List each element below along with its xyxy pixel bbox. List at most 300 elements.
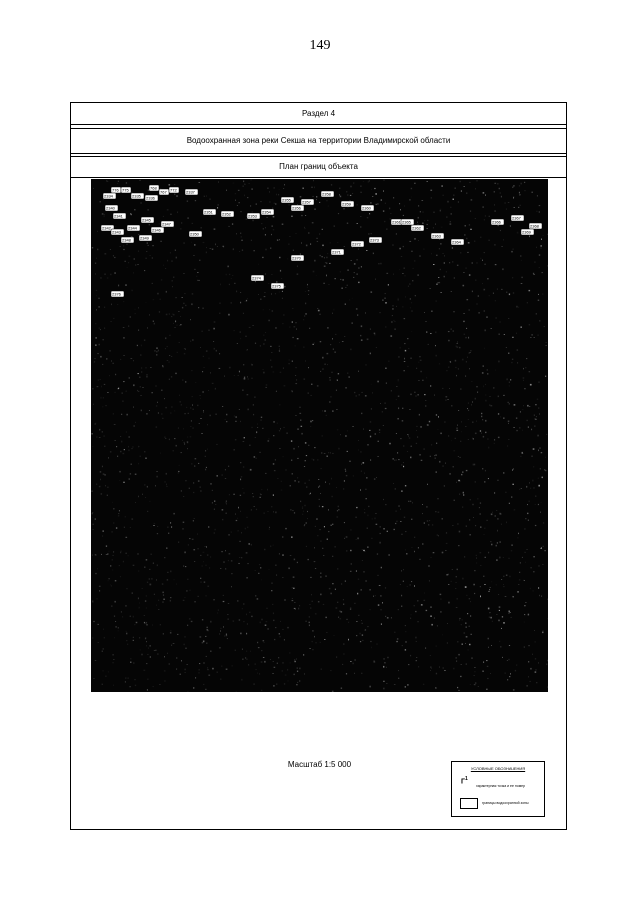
terrain-speck [231,573,232,574]
terrain-speck [167,579,168,580]
terrain-speck [329,483,330,485]
terrain-speck [176,195,178,196]
terrain-speck [200,636,202,638]
point-label [203,209,216,215]
terrain-speck [214,509,215,510]
terrain-speck [542,272,543,273]
terrain-speck [405,531,406,532]
terrain-speck [456,607,458,608]
terrain-speck [163,592,164,594]
terrain-speck [491,544,492,546]
terrain-speck [455,188,456,189]
terrain-speck [485,395,486,396]
terrain-speck [200,490,202,491]
map-background [91,179,548,692]
terrain-speck [438,277,439,278]
terrain-speck [458,410,459,411]
terrain-speck [163,595,164,596]
terrain-speck [395,488,396,489]
terrain-speck [253,325,254,326]
terrain-speck [415,261,416,262]
terrain-speck [149,315,150,316]
terrain-speck [97,569,98,570]
terrain-speck [481,433,482,434]
terrain-speck [261,494,262,495]
terrain-speck [524,191,525,192]
terrain-speck [156,426,158,427]
terrain-speck [325,481,326,483]
terrain-speck [494,492,495,494]
terrain-speck [335,334,337,335]
terrain-speck [385,403,386,404]
point-label-text: 2346 [152,227,161,233]
terrain-speck [91,490,93,492]
terrain-speck [238,530,239,531]
terrain-speck [500,230,501,231]
terrain-speck [536,419,537,420]
terrain-speck [460,253,461,254]
terrain-speck [409,241,411,242]
terrain-speck [314,187,315,189]
terrain-speck [475,280,476,281]
terrain-speck [242,488,244,489]
terrain-speck [192,539,194,540]
terrain-speck [124,527,125,528]
terrain-speck [131,518,133,520]
point-label [351,241,364,247]
terrain-speck [239,251,240,252]
terrain-speck [119,565,120,566]
terrain-speck [97,386,99,387]
terrain-speck [95,337,97,339]
terrain-speck [275,565,276,566]
terrain-speck [327,327,328,329]
terrain-speck [406,641,407,643]
terrain-speck [282,224,284,225]
terrain-speck [475,188,476,189]
terrain-speck [154,594,155,595]
terrain-speck [263,369,264,370]
terrain-speck [210,621,212,623]
terrain-speck [182,307,183,309]
terrain-speck [500,321,501,323]
terrain-speck [513,196,514,197]
terrain-speck [93,188,94,189]
terrain-speck [405,631,406,632]
terrain-speck [205,546,206,547]
terrain-speck [436,255,437,256]
terrain-speck [480,513,481,514]
point-label [529,223,542,229]
terrain-speck [456,482,457,483]
point-label-text: 2356 [292,205,301,211]
point-label [331,249,344,255]
terrain-speck [175,373,176,374]
point-label-text: 2373 [370,237,379,243]
terrain-speck [473,517,474,518]
terrain-speck [118,285,119,287]
terrain-speck [514,207,516,208]
terrain-speck [449,388,450,389]
terrain-speck [447,370,448,371]
terrain-speck [402,273,403,274]
terrain-speck [284,184,285,185]
terrain-speck [393,197,394,199]
terrain-speck [110,350,111,351]
terrain-speck [516,664,517,665]
terrain-speck [457,641,458,642]
terrain-speck [382,300,383,301]
terrain-speck [544,469,545,470]
terrain-speck [202,371,203,372]
terrain-speck [359,633,361,635]
terrain-speck [294,602,296,603]
terrain-speck [363,640,364,641]
legend-title: УСЛОВНЫЕ ОБОЗНАЧЕНИЯ [470,766,526,771]
terrain-speck [102,364,103,365]
terrain-speck [473,438,474,440]
terrain-speck [260,420,262,421]
terrain-speck [458,456,459,457]
terrain-speck [456,661,457,662]
terrain-speck [508,402,509,403]
terrain-speck [306,245,308,247]
terrain-speck [302,506,303,508]
terrain-speck [114,424,116,425]
terrain-speck [325,576,327,577]
terrain-speck [336,390,337,391]
terrain-speck [291,440,292,442]
terrain-speck [295,608,296,610]
terrain-speck [214,228,216,230]
terrain-speck [285,469,286,470]
terrain-speck [263,372,264,374]
terrain-speck [123,246,124,247]
terrain-speck [292,308,293,309]
terrain-speck [451,440,452,441]
terrain-speck [200,487,201,488]
terrain-speck [326,632,327,633]
terrain-speck [240,302,241,304]
terrain-speck [130,473,131,475]
satellite-map [91,179,548,692]
terrain-speck [495,515,496,517]
terrain-speck [105,406,107,407]
terrain-speck [436,471,437,472]
terrain-speck [414,551,415,552]
terrain-speck [366,250,368,251]
point-label [189,231,202,237]
terrain-speck [483,436,484,438]
terrain-speck [347,285,349,286]
terrain-speck [465,643,466,644]
terrain-speck [105,253,107,254]
terrain-speck [212,383,214,384]
terrain-speck [488,591,489,592]
terrain-speck [410,618,411,619]
terrain-speck [314,447,316,448]
terrain-speck [210,651,211,652]
terrain-speck [348,639,349,641]
terrain-speck [194,466,195,467]
terrain-speck [240,511,241,512]
terrain-speck [232,223,233,225]
terrain-speck [398,396,400,397]
terrain-speck [122,400,124,402]
terrain-speck [411,614,412,615]
terrain-speck [269,529,270,530]
terrain-speck [363,181,364,182]
terrain-speck [120,451,121,453]
terrain-speck [165,438,166,439]
terrain-speck [367,626,368,627]
terrain-speck [317,535,318,536]
terrain-speck [521,260,522,261]
terrain-speck [206,656,207,657]
terrain-speck [243,441,245,442]
terrain-speck [321,540,322,542]
terrain-speck [410,307,411,308]
terrain-speck [98,298,99,299]
terrain-speck [278,194,279,196]
terrain-speck [385,368,386,369]
terrain-speck [309,622,311,623]
terrain-speck [501,524,502,525]
terrain-speck [92,555,93,556]
terrain-speck [122,392,123,394]
terrain-speck [155,485,156,486]
terrain-speck [305,313,306,315]
terrain-speck [133,663,135,664]
terrain-speck [458,369,459,370]
terrain-speck [407,366,409,367]
terrain-speck [356,539,357,540]
terrain-speck [146,367,147,368]
terrain-speck [513,249,514,250]
terrain-speck [316,642,317,643]
terrain-speck [346,435,347,437]
terrain-speck [329,378,330,379]
terrain-speck [249,183,250,184]
terrain-speck [530,488,531,489]
terrain-speck [502,246,503,247]
terrain-speck [183,600,185,601]
terrain-speck [183,522,185,523]
terrain-speck [497,289,498,290]
terrain-speck [417,600,418,601]
terrain-speck [191,370,192,371]
terrain-speck [508,202,510,203]
terrain-speck [370,353,371,355]
terrain-speck [517,232,519,234]
terrain-speck [151,526,152,527]
terrain-speck [294,674,295,675]
terrain-speck [405,297,406,298]
terrain-speck [274,470,276,471]
terrain-speck [331,525,332,526]
terrain-speck [402,408,403,409]
terrain-speck [525,367,526,368]
terrain-speck [260,567,261,568]
terrain-speck [251,509,252,510]
terrain-speck [107,487,109,488]
terrain-speck [476,555,477,556]
terrain-speck [403,581,404,582]
terrain-speck [296,328,297,329]
terrain-speck [510,226,511,227]
terrain-speck [322,368,323,369]
terrain-speck [110,565,111,567]
terrain-speck [288,205,289,206]
terrain-speck [292,361,293,362]
terrain-speck [101,386,102,388]
terrain-speck [535,658,536,660]
terrain-speck [228,603,229,604]
terrain-speck [297,458,298,459]
terrain-speck [104,435,105,437]
terrain-speck [431,311,433,312]
terrain-speck [386,504,387,505]
terrain-speck [468,410,469,411]
terrain-speck [292,598,293,599]
point-label-text: 2364 [452,239,461,245]
terrain-speck [129,377,130,378]
terrain-speck [114,272,116,273]
terrain-speck [510,379,511,380]
terrain-speck [435,224,436,225]
terrain-speck [191,464,192,465]
terrain-speck [144,340,145,341]
terrain-speck [258,264,259,265]
terrain-speck [369,430,370,431]
terrain-speck [255,570,256,571]
terrain-speck [110,451,112,452]
terrain-speck [398,356,400,357]
terrain-speck [224,636,225,637]
terrain-speck [480,430,481,431]
terrain-speck [315,568,316,569]
terrain-speck [533,591,534,592]
terrain-speck [164,398,165,399]
terrain-speck [265,625,267,627]
terrain-speck [171,261,172,262]
terrain-speck [492,621,493,622]
terrain-speck [276,627,277,628]
terrain-speck [418,274,419,275]
terrain-speck [219,303,220,304]
terrain-speck [421,371,422,372]
terrain-speck [247,517,248,518]
terrain-speck [131,192,132,193]
terrain-speck [183,242,185,244]
terrain-speck [538,478,539,479]
terrain-speck [129,256,131,258]
terrain-speck [157,354,158,355]
terrain-speck [184,293,185,294]
terrain-speck [295,233,296,234]
terrain-speck [511,497,512,498]
terrain-speck [496,614,497,615]
terrain-speck [318,601,320,602]
terrain-speck [92,600,93,601]
terrain-speck [495,264,497,265]
terrain-speck [187,691,188,692]
terrain-speck [142,494,143,495]
terrain-speck [538,294,539,295]
terrain-speck [444,276,445,278]
terrain-speck [252,493,253,494]
terrain-speck [357,274,358,275]
terrain-speck [530,668,531,670]
terrain-speck [252,427,253,428]
terrain-speck [446,400,447,401]
terrain-speck [254,506,255,507]
terrain-speck [424,220,425,221]
terrain-speck [107,278,109,279]
terrain-speck [146,374,148,375]
terrain-speck [438,512,440,513]
terrain-speck [116,626,117,628]
terrain-speck [483,661,484,663]
terrain-speck [483,386,484,388]
terrain-speck [451,405,453,406]
terrain-speck [382,411,383,412]
terrain-speck [200,347,201,348]
terrain-speck [134,425,135,426]
terrain-speck [149,569,150,570]
terrain-speck [538,335,539,336]
terrain-speck [147,486,148,488]
terrain-speck [240,233,241,234]
terrain-speck [360,185,362,187]
terrain-speck [273,421,274,423]
terrain-speck [303,319,304,320]
terrain-speck [168,362,170,363]
terrain-speck [336,409,338,410]
terrain-speck [465,426,466,427]
terrain-speck [132,290,133,292]
terrain-speck [242,608,243,609]
terrain-speck [135,474,137,475]
terrain-speck [448,331,450,332]
terrain-speck [362,560,363,561]
terrain-speck [176,584,177,585]
terrain-speck [302,514,303,515]
terrain-speck [491,645,492,646]
terrain-speck [128,262,129,263]
terrain-speck [118,388,119,389]
terrain-speck [183,379,184,380]
terrain-speck [337,510,338,511]
terrain-speck [201,331,202,332]
terrain-speck [378,441,379,442]
terrain-speck [243,364,244,365]
terrain-speck [252,211,254,212]
terrain-speck [398,609,399,610]
terrain-speck [129,436,130,437]
terrain-speck [337,568,338,570]
terrain-speck [207,555,209,556]
terrain-speck [498,396,499,398]
terrain-speck [539,267,540,268]
terrain-speck [324,526,325,527]
terrain-speck [102,536,103,537]
terrain-speck [138,571,139,572]
terrain-speck [358,538,359,540]
terrain-speck [135,309,136,310]
terrain-speck [219,353,220,354]
terrain-speck [497,518,498,519]
